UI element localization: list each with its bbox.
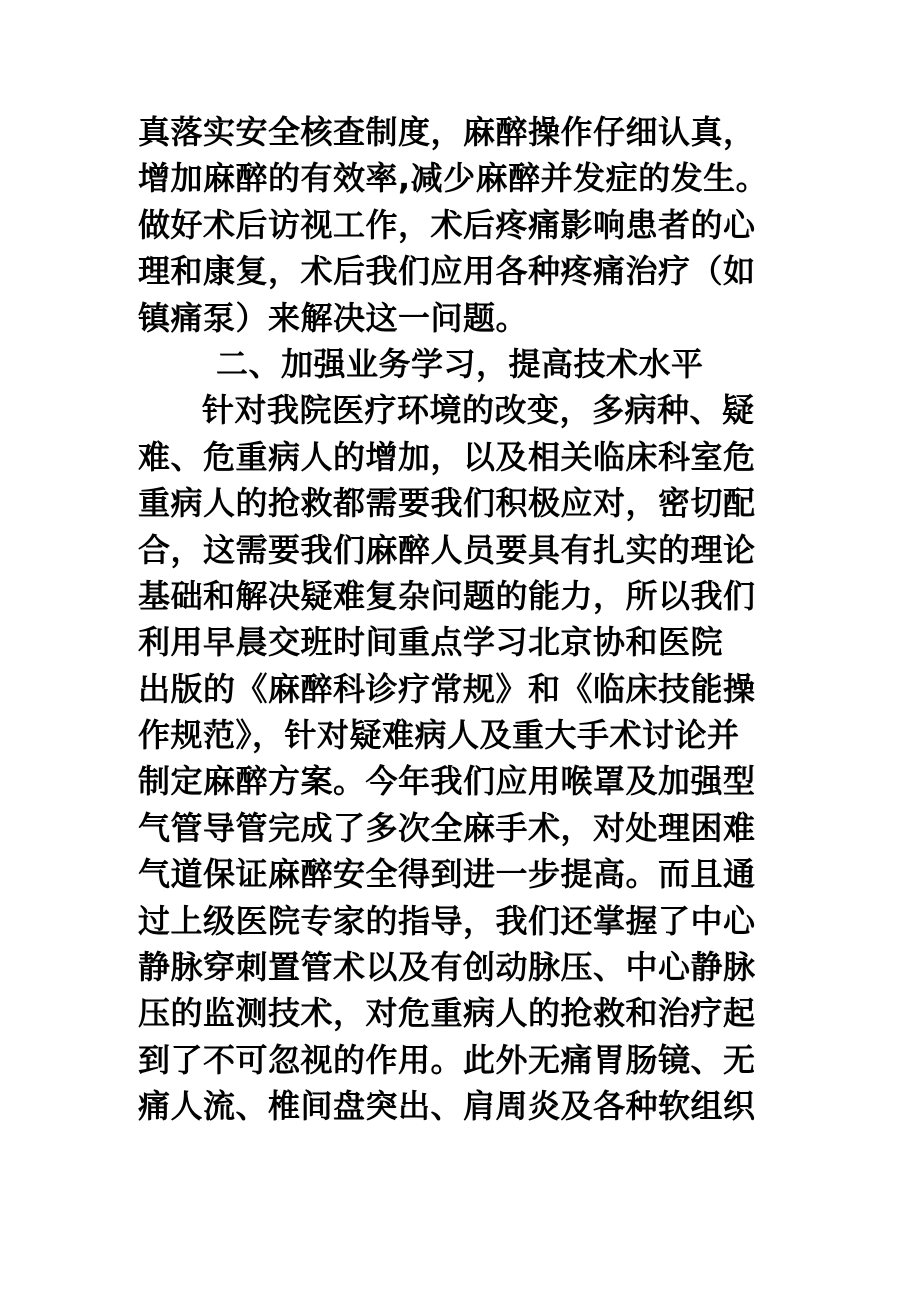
text-line: 气道保证麻醉安全得到进一步提高。而且通 [138,855,756,894]
text-line: 静脉穿刺置管术以及有创动脉压、中心静脉 [138,948,756,987]
text-line: 真落实安全核查制度，麻醉操作仔细认真， [138,113,756,151]
text-line: 重病人的抢救都需要我们积极应对，密切配 [138,484,756,523]
text-line: 过上级医院专家的指导，我们还掌握了中心 [138,901,756,940]
text-line: 制定麻醉方案。今年我们应用喉罩及加强型 [138,762,756,801]
text-line: 增加麻醉的有效率,减少麻醉并发症的发生。 [138,159,769,198]
body-text [138,109,788,1130]
text-line: 压的监测技术，对危重病人的抢救和治疗起 [138,994,756,1033]
paragraph-first-line: 针对我院医疗环境的改变，多病种、疑 [202,391,755,430]
text-line: 合，这需要我们麻醉人员要具有扎实的理论 [138,530,756,569]
text-line: 基础和解决疑难复杂问题的能力，所以我们 [138,576,756,615]
text-line: 气管导管完成了多次全麻手术，对处理困难 [138,808,756,847]
text-line: 到了不可忽视的作用。此外无痛胃肠镜、无 [138,1040,756,1079]
text-line: 作规范》，针对疑难病人及重大手术讨论并 [138,716,740,755]
text-line: 利用早晨交班时间重点学习北京协和医院 [138,623,724,662]
section-heading: 二、加强业务学习，提高技术水平 [216,344,704,383]
text-line: 理和康复，术后我们应用各种疼痛治疗（如 [138,252,756,291]
text-line: 难、危重病人的增加，以及相关临床科室危 [138,437,756,476]
text-line: 做好术后访视工作，术后疼痛影响患者的心 [138,205,756,244]
text-line: 镇痛泵）来解决这一问题。 [138,298,529,337]
text-line: 出版的《麻醉科诊疗常规》和《临床技能操 [138,669,756,708]
text-line: 痛人流、椎间盘突出、肩周炎及各种软组织 [138,1087,756,1126]
